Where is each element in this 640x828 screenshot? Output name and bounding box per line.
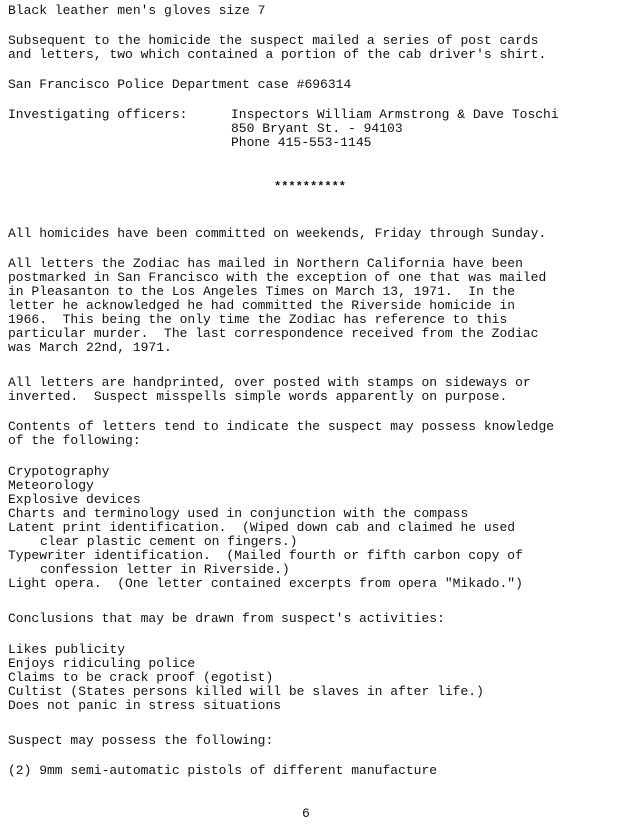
list-item: (2) 9mm semi-automatic pistols of different manufacture xyxy=(8,763,438,778)
knowledge-list xyxy=(8,465,523,591)
text-line: All letters the Zodiac has mailed in Northern California have been xyxy=(8,256,523,271)
list-item: Cultist (States persons killed will be slaves in after life.) xyxy=(8,684,484,699)
handprinted-paragraph xyxy=(8,376,531,404)
text-line: Contents of letters tend to indicate the suspect may possess knowledge xyxy=(8,419,555,434)
text-line: inverted. Suspect misspells simple words apparently on purpose. xyxy=(8,389,508,404)
list-item: Meteorology xyxy=(8,478,94,493)
text-line: 1966. This being the only time the Zodiac has reference to this xyxy=(8,312,508,327)
text-line: Black leather men's gloves size 7 xyxy=(8,3,266,18)
section-separator: ********** xyxy=(274,180,347,194)
possess-item xyxy=(8,764,437,778)
text-line: All letters are handprinted, over posted with stamps on sideways or xyxy=(8,375,531,390)
gloves-line xyxy=(8,4,265,18)
text-line: letter he acknowledged he had committed the Riverside homicide in xyxy=(8,298,516,313)
text-line: Subsequent to the homicide the suspect mailed a series of post cards xyxy=(8,33,539,48)
officers-address: 850 Bryant St. - 94103 xyxy=(231,121,403,136)
text-line: Conclusions that may be drawn from suspect's activities: xyxy=(8,611,445,626)
possess-intro xyxy=(8,734,273,748)
list-item: Likes publicity xyxy=(8,642,126,657)
conclusions-list xyxy=(8,643,484,713)
text-line: San Francisco Police Department case #696314 xyxy=(8,77,352,92)
list-item-continuation: confession letter in Riverside.) xyxy=(40,562,290,577)
list-item: Charts and terminology used in conjunction with the compass xyxy=(8,506,469,521)
text-line: was March 22nd, 1971. xyxy=(8,340,172,355)
text-line: particular murder. The last correspondence received from the Zodiac xyxy=(8,326,539,341)
text-line: of the following: xyxy=(8,433,141,448)
list-item: Enjoys ridiculing police xyxy=(8,656,196,671)
text-line: postmarked in San Francisco with the exception of one that was mailed xyxy=(8,270,547,285)
conclusions-intro xyxy=(8,612,445,626)
case-number-line xyxy=(8,78,351,92)
postcards-paragraph xyxy=(8,34,546,62)
list-item: Claims to be crack proof (egotist) xyxy=(8,670,274,685)
text-line: Suspect may possess the following: xyxy=(8,733,274,748)
list-item-continuation: clear plastic cement on fingers.) xyxy=(40,534,298,549)
list-item: Typewriter identification. (Mailed fourth or fifth carbon copy of xyxy=(8,548,523,563)
list-item: Light opera. (One letter contained excerpts from opera "Mikado.") xyxy=(8,576,523,591)
text-line: and letters, two which contained a portion of the cab driver's shirt. xyxy=(8,47,547,62)
list-item: Latent print identification. (Wiped down cab and claimed he used xyxy=(8,520,516,535)
letters-paragraph xyxy=(8,257,546,355)
page-number: 6 xyxy=(302,806,310,821)
text-line: in Pleasanton to the Los Angeles Times on March 13, 1971. In the xyxy=(8,284,516,299)
officers-names: Inspectors William Armstrong & Dave Toschi xyxy=(231,107,559,122)
knowledge-intro xyxy=(8,420,554,448)
list-item: Explosive devices xyxy=(8,492,141,507)
officers-label: Investigating officers: xyxy=(8,107,188,122)
officers-phone: Phone 415-553-1145 xyxy=(231,135,372,150)
list-item: Crypotography xyxy=(8,464,110,479)
weekends-line xyxy=(8,227,546,241)
officers-details xyxy=(231,108,559,150)
text-line: All homicides have been committed on weekends, Friday through Sunday. xyxy=(8,226,547,241)
list-item: Does not panic in stress situations xyxy=(8,698,282,713)
